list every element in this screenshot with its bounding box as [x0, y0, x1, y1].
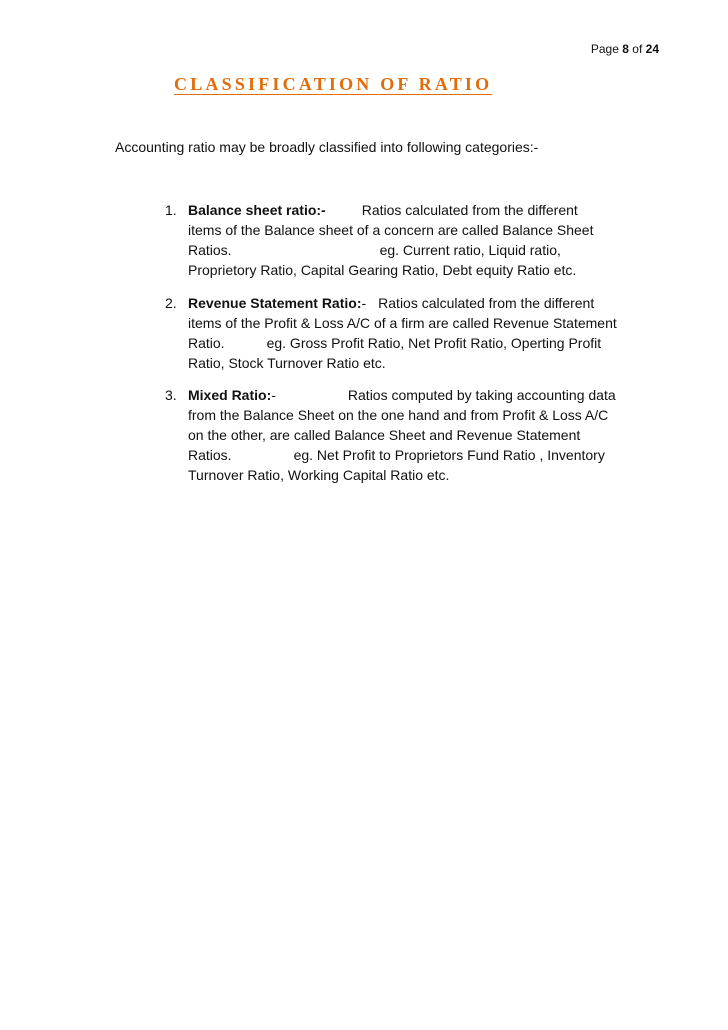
item-text: Ratio, Stock Turnover Ratio etc. [188, 355, 386, 371]
item-term-suffix: - [361, 295, 367, 311]
list-item-revenue-statement [165, 293, 645, 373]
item-text: from the Balance Sheet on the one hand and from Profit & Loss A/C [188, 407, 609, 423]
item-text: items of the Balance sheet of a concern are called Balance Sheet [188, 222, 594, 238]
page-number-separator: of [632, 42, 643, 56]
item-example: eg. Net Profit to Proprietors Fund Ratio , Inventory [293, 447, 605, 463]
page-number-prefix: Page [590, 42, 619, 56]
item-example: eg. Current ratio, Liquid ratio, [379, 242, 561, 258]
item-text: items of the Profit & Loss A/C of a firm are called Revenue Statement [188, 315, 617, 331]
item-text: Ratios. [188, 242, 232, 258]
list-number: 2. [165, 295, 177, 311]
item-term: Balance sheet ratio:- [188, 202, 326, 218]
item-text: Ratios computed by taking accounting data [347, 387, 616, 403]
item-term-suffix: - [271, 387, 276, 403]
list-item-mixed-ratio [165, 385, 645, 485]
item-text: Turnover Ratio, Working Capital Ratio etc. [188, 467, 450, 483]
item-text: Ratio. [188, 335, 225, 351]
list-number: 3. [165, 387, 177, 403]
item-term: Mixed Ratio: [188, 387, 272, 403]
item-text: on the other, are called Balance Sheet and Revenue Statement [188, 427, 581, 443]
page-title: CLASSIFICATION OF RATIO [174, 74, 493, 94]
list-number: 1. [165, 202, 177, 218]
item-text: Ratios calculated from the different [361, 202, 578, 218]
item-text: Ratios calculated from the different [378, 295, 595, 311]
list-item-balance-sheet [165, 200, 645, 280]
page-number-current: 8 [622, 42, 629, 56]
item-text: Proprietory Ratio, Capital Gearing Ratio, Debt equity Ratio etc. [188, 262, 577, 278]
page-number [591, 42, 659, 56]
item-text: Ratios. [188, 447, 232, 463]
page-number-total: 24 [645, 42, 659, 56]
item-term: Revenue Statement Ratio: [188, 295, 362, 311]
intro-paragraph: Accounting ratio may be broadly classified into following categories:- [115, 139, 539, 155]
item-example: eg. Gross Profit Ratio, Net Profit Ratio, Operting Profit [266, 335, 602, 351]
